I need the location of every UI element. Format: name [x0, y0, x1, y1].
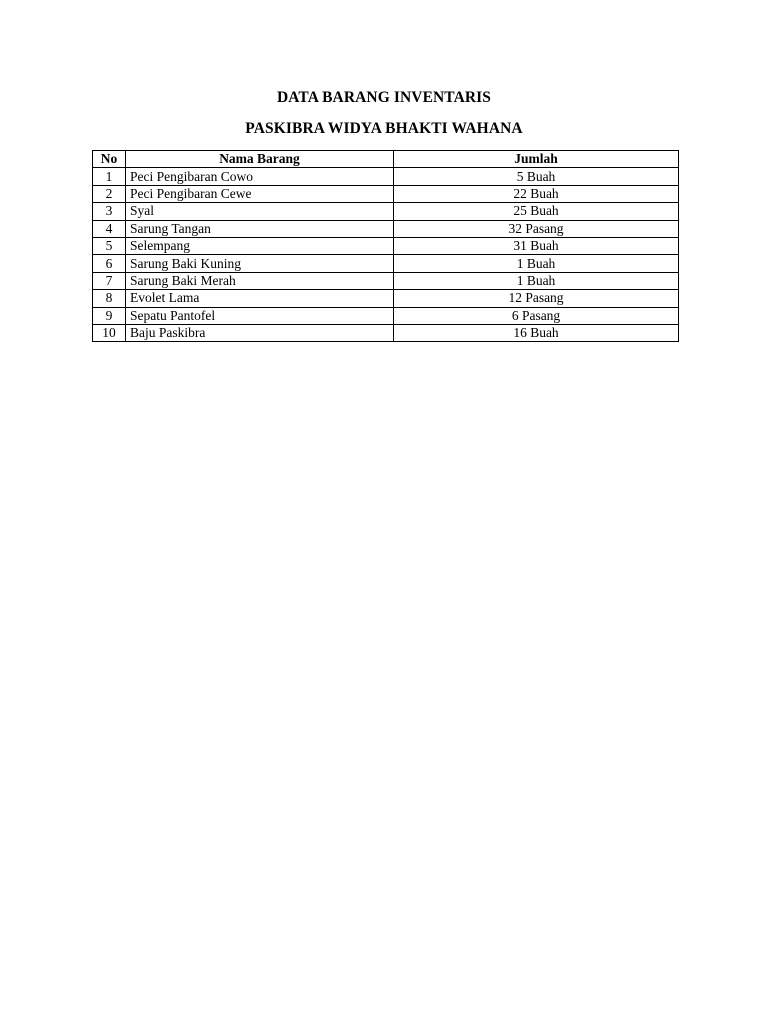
- item-quantity: 1 Buah: [394, 272, 679, 289]
- item-quantity: 22 Buah: [394, 185, 679, 202]
- row-number: 2: [93, 185, 126, 202]
- row-number: 5: [93, 237, 126, 254]
- item-quantity: 32 Pasang: [394, 220, 679, 237]
- item-quantity: 1 Buah: [394, 255, 679, 272]
- item-name: Baju Paskibra: [126, 324, 394, 341]
- row-number: 1: [93, 168, 126, 185]
- item-name: Evolet Lama: [126, 290, 394, 307]
- table-row: [93, 185, 679, 202]
- table-row: [93, 307, 679, 324]
- table-row: [93, 272, 679, 289]
- row-number: 8: [93, 290, 126, 307]
- column-header-qty: Jumlah: [394, 151, 679, 168]
- row-number: 6: [93, 255, 126, 272]
- table-row: [93, 255, 679, 272]
- table-row: [93, 203, 679, 220]
- item-quantity: 6 Pasang: [394, 307, 679, 324]
- table-row: [93, 220, 679, 237]
- row-number: 3: [93, 203, 126, 220]
- inventory-table: [92, 150, 679, 342]
- item-name: Sarung Baki Kuning: [126, 255, 394, 272]
- item-quantity: 31 Buah: [394, 237, 679, 254]
- table-row: [93, 237, 679, 254]
- item-name: Sarung Tangan: [126, 220, 394, 237]
- item-quantity: 12 Pasang: [394, 290, 679, 307]
- row-number: 10: [93, 324, 126, 341]
- item-name: Selempang: [126, 237, 394, 254]
- table-row: [93, 168, 679, 185]
- column-header-no: No: [93, 151, 126, 168]
- column-header-name: Nama Barang: [126, 151, 394, 168]
- document-title: DATA BARANG INVENTARIS: [276, 89, 492, 106]
- document-subtitle: PASKIBRA WIDYA BHAKTI WAHANA: [245, 120, 523, 137]
- item-quantity: 16 Buah: [394, 324, 679, 341]
- row-number: 4: [93, 220, 126, 237]
- item-quantity: 25 Buah: [394, 203, 679, 220]
- item-name: Peci Pengibaran Cewe: [126, 185, 394, 202]
- item-quantity: 5 Buah: [394, 168, 679, 185]
- table-header-row: [93, 151, 679, 168]
- row-number: 7: [93, 272, 126, 289]
- item-name: Sarung Baki Merah: [126, 272, 394, 289]
- item-name: Sepatu Pantofel: [126, 307, 394, 324]
- item-name: Syal: [126, 203, 394, 220]
- row-number: 9: [93, 307, 126, 324]
- table-row: [93, 324, 679, 341]
- item-name: Peci Pengibaran Cowo: [126, 168, 394, 185]
- table-row: [93, 290, 679, 307]
